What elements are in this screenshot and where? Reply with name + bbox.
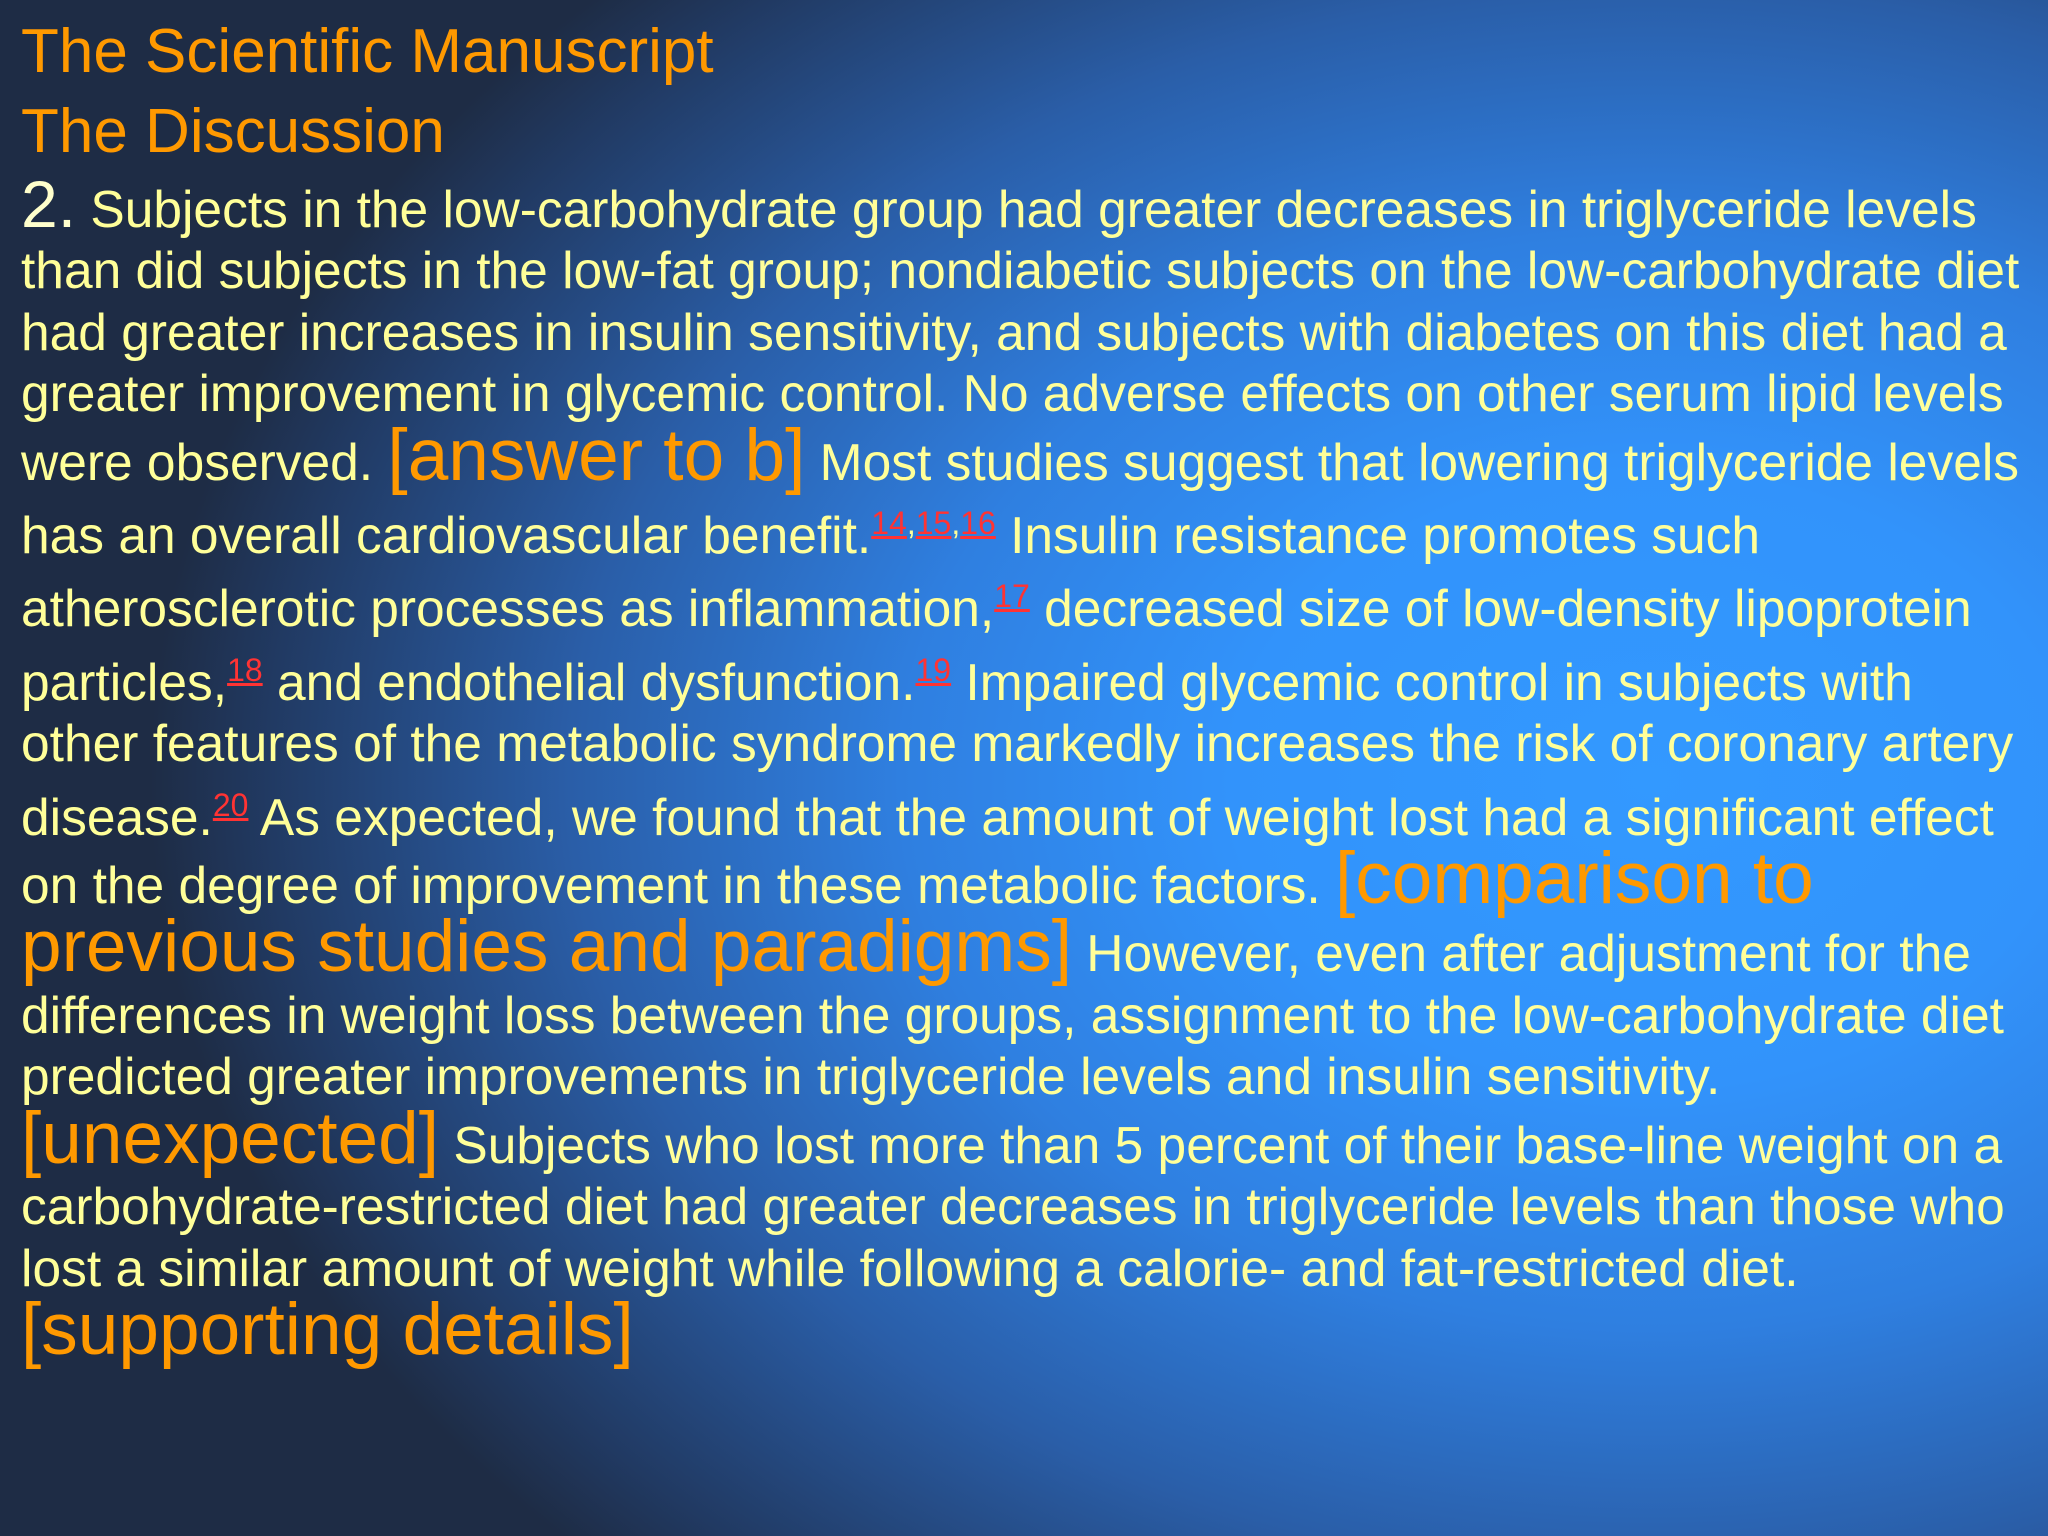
reference-link[interactable]: 15	[915, 505, 952, 542]
text-segment: Insulin resistance promotes such atherosclerotic processes as inflammation,	[21, 506, 1761, 638]
reference-link[interactable]: 14	[871, 505, 907, 542]
reference-link[interactable]: 16	[960, 505, 996, 542]
annotation-tag: [unexpected]	[21, 1097, 440, 1179]
text-segment: Subjects in the low-carbohydrate group had greater decreases in triglyceride levels than did subjects in the low-fat group; nondiabetic subjects on the low-carbohydrate diet had greater increases in insulin sensitivity, and subjects with diabetes on this diet had a greater improvement in glycemic control. No adverse effects on other serum lipid levels were observed.	[21, 180, 2020, 491]
reference-separator: ,	[906, 505, 916, 542]
discussion-paragraph	[21, 167, 2033, 1370]
slide-title: The Scientific Manuscript	[21, 17, 714, 86]
annotation-tag: [answer to b]	[387, 414, 806, 496]
slide-subtitle: The Discussion	[21, 97, 445, 166]
text-segment: Subjects who lost more than 5 percent of their base-line weight on a carbohydrate-restricted diet had greater decreases in triglyceride levels than those who lost a similar amount of weight while following a calorie- and fat-restricted diet.	[21, 1115, 2005, 1297]
reference-link[interactable]: 19	[915, 651, 952, 688]
slide	[21, 12, 2033, 1370]
text-segment: Impaired glycemic control in subjects with other features of the metabolic syndrome markedly increases the risk of coronary artery disease.	[21, 652, 2014, 846]
reference-link[interactable]: 17	[994, 578, 1030, 615]
text-segment: Most studies suggest that lowering triglyceride levels has an overall cardiovascular benefit.	[21, 432, 2020, 565]
text-segment: As expected, we found that the amount of weight lost had a significant effect on the degree of improvement in these metabolic factors.	[21, 787, 1994, 915]
reference-link[interactable]: 20	[212, 786, 249, 823]
reference-link[interactable]: 18	[227, 651, 263, 688]
text-segment: However, even after adjustment for the differences in weight loss between the groups, assignment to the low-carbohydrate diet predicted greater improvements in triglyceride levels and insulin sensitivity.	[21, 924, 2004, 1106]
paragraph-number: 2.	[21, 167, 77, 241]
text-segment: decreased size of low-density lipoprotein particles,	[21, 579, 1972, 711]
text-segment: and endothelial dysfunction.	[276, 652, 916, 711]
reference-separator: ,	[951, 505, 961, 542]
annotation-tag: [comparison to previous studies and paradigms]	[21, 838, 1814, 988]
annotation-tag: [supporting details]	[21, 1288, 634, 1370]
